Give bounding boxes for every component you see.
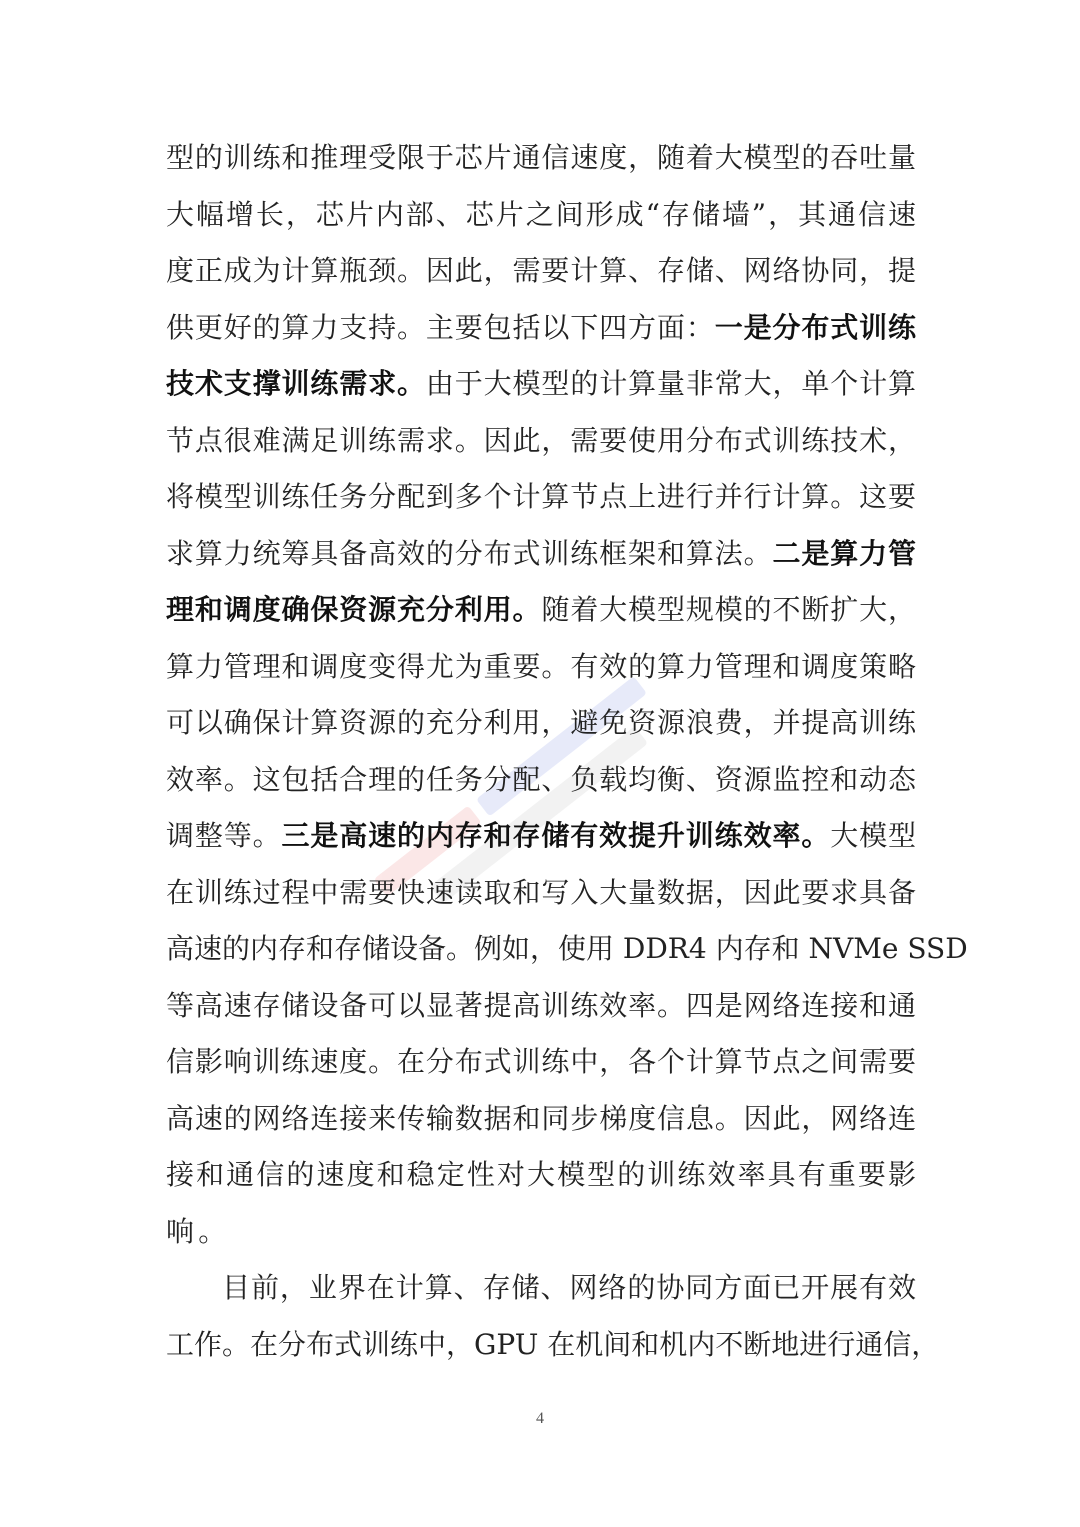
text-line	[166, 978, 916, 1035]
text-segment: 将模型训练任务分配到多个计算节点上进行并行计算。这要	[166, 480, 916, 513]
text-line	[166, 526, 916, 583]
text-line	[166, 1034, 916, 1091]
text-segment: 大幅增长，芯片内部、芯片之间形成“存储墙”，其通信速	[166, 197, 916, 231]
text-segment: 等高速存储设备可以显著提高训练效率。四是网络连接和通	[166, 988, 916, 1022]
bold-text: 理和调度确保资源充分利用。	[166, 593, 542, 626]
text-segment: 响。	[166, 1214, 231, 1248]
text-line	[166, 1091, 916, 1148]
text-line	[166, 130, 916, 187]
text-segment: 大模型	[830, 819, 916, 852]
text-segment: 工作。在分布式训练中，GPU 在机间和机内不断地进行通信，	[166, 1327, 940, 1361]
text-segment: 供更好的算力支持。主要包括以下四方面：	[166, 310, 715, 344]
text-line	[166, 808, 916, 865]
text-segment: 目前，业界在计算、存储、网络的协同方面已开展有效	[222, 1271, 916, 1304]
bold-text: 一是分布式训练	[714, 310, 916, 344]
bold-text: 三是高速的内存和存储有效提升训练效率。	[281, 819, 831, 852]
body-text	[166, 130, 968, 1373]
text-segment: 高速的内存和存储设备。例如，使用 DDR4 内存和 NVMe SSD	[166, 932, 968, 965]
text-line	[166, 187, 916, 244]
text-line	[166, 1204, 916, 1261]
text-segment: 型的训练和推理受限于芯片通信速度，随着大模型的吞吐量	[166, 141, 916, 174]
text-line	[166, 469, 916, 526]
bold-text: 二是算力管	[772, 536, 916, 570]
text-line	[166, 1260, 916, 1317]
text-line	[166, 413, 916, 470]
bold-text: 技术支撑训练需求。	[166, 367, 426, 400]
text-line	[166, 752, 916, 809]
text-line	[166, 582, 916, 639]
text-segment: 调整等。	[166, 819, 282, 852]
page-number: 4	[536, 1410, 544, 1427]
text-line	[166, 300, 916, 357]
text-line	[166, 1147, 916, 1204]
text-line	[166, 243, 916, 300]
text-segment: 接和通信的速度和稳定性对大模型的训练效率具有重要影	[166, 1158, 916, 1191]
text-segment: 算力管理和调度变得尤为重要。有效的算力管理和调度策略	[166, 649, 916, 683]
text-line	[166, 695, 916, 752]
text-segment: 度正成为计算瓶颈。因此，需要计算、存储、网络协同，提	[166, 254, 916, 287]
text-segment: 高速的网络连接来传输数据和同步梯度信息。因此，网络连	[166, 1101, 916, 1135]
text-segment: 求算力统筹具备高效的分布式训练框架和算法。	[166, 536, 773, 570]
text-segment: 可以确保计算资源的充分利用，避免资源浪费，并提高训练	[166, 706, 916, 739]
text-segment: 节点很难满足训练需求。因此，需要使用分布式训练技术，	[166, 423, 916, 457]
text-segment: 在训练过程中需要快速读取和写入大量数据，因此要求具备	[166, 875, 916, 909]
text-line	[166, 865, 916, 922]
text-line	[166, 356, 916, 413]
text-segment: 信影响训练速度。在分布式训练中，各个计算节点之间需要	[166, 1045, 916, 1078]
text-line	[166, 921, 968, 978]
text-segment: 由于大模型的计算量非常大，单个计算	[425, 367, 916, 400]
text-segment: 随着大模型规模的不断扩大，	[541, 593, 916, 626]
text-line	[166, 1317, 940, 1374]
text-line	[166, 639, 916, 696]
text-segment: 效率。这包括合理的任务分配、负载均衡、资源监控和动态	[166, 762, 916, 796]
